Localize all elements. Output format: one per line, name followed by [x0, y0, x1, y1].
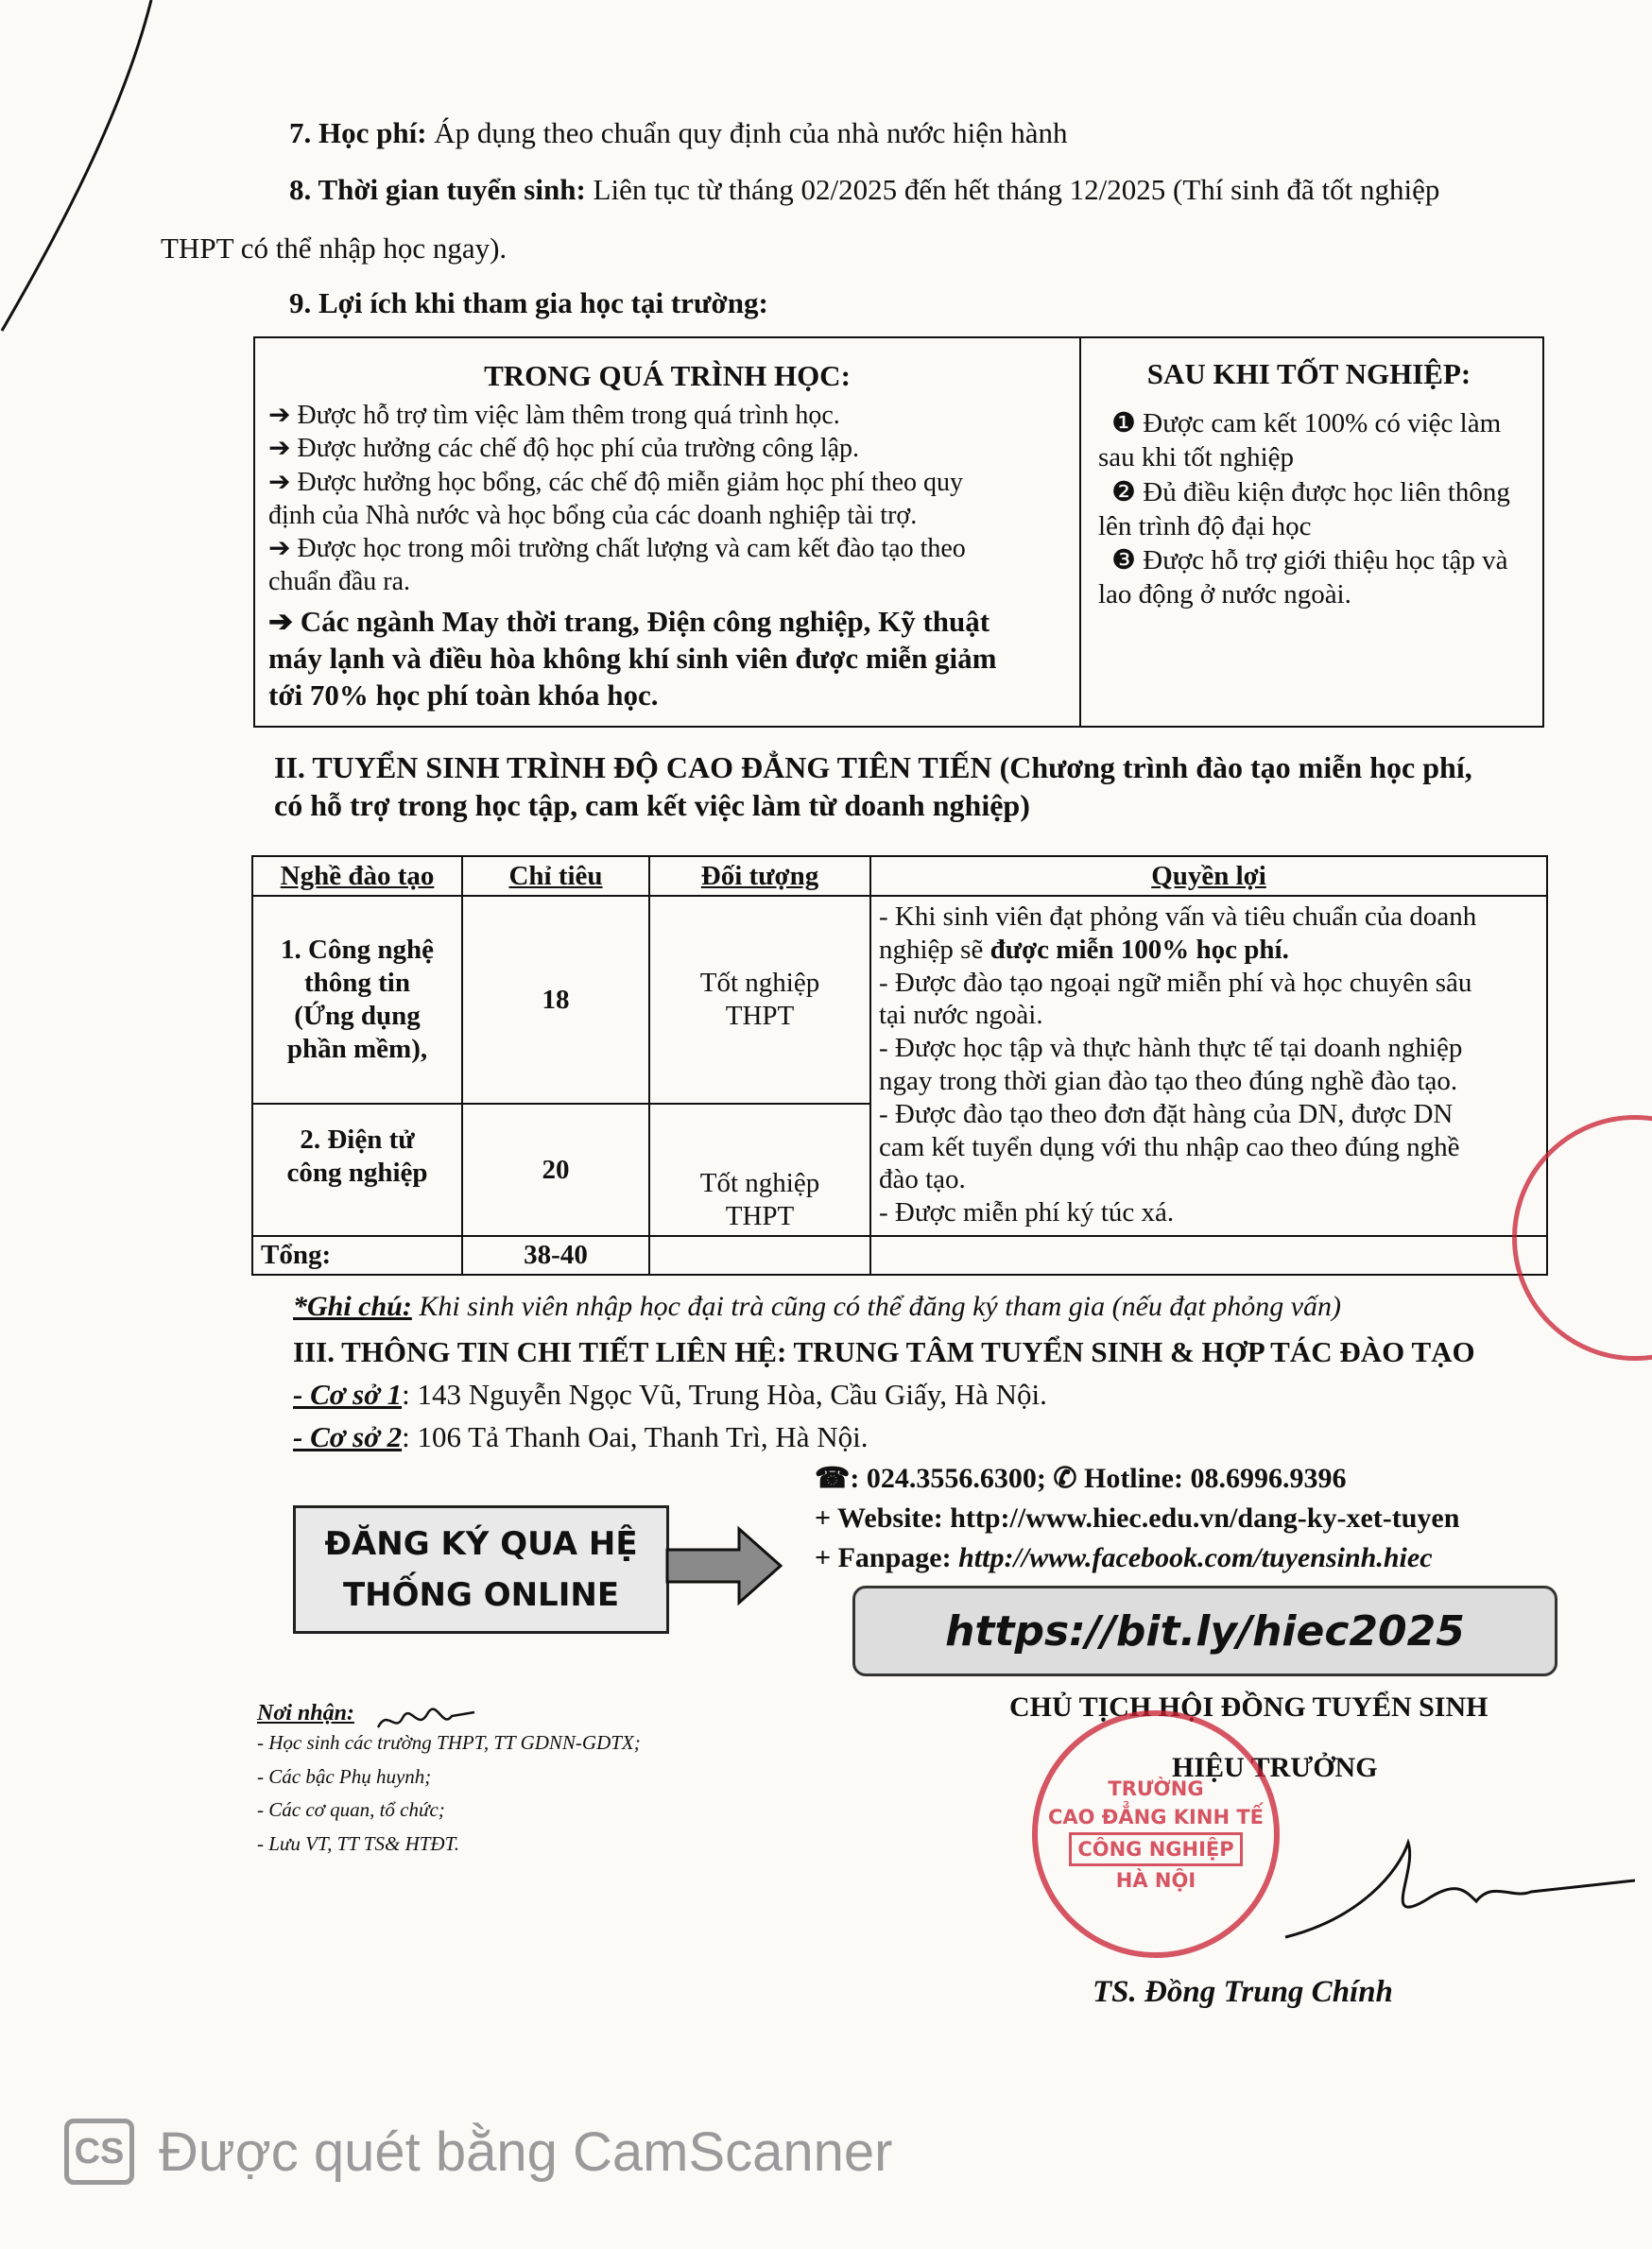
list-item-continued: lên trình độ đại học: [1098, 510, 1312, 541]
note-text: Khi sinh viên nhập học đại trà cũng có thể đăng ký tham gia (nếu đạt phỏng vấn): [411, 1291, 1342, 1322]
fanpage: [815, 1540, 1433, 1576]
benefits-cell: - Khi sinh viên đạt phỏng vấn và tiêu chuẩn của doanh nghiệp sẽ được miễn 100% học phí. - Được đào tạo ngoại ngữ miễn phí và học chuyên sâu tại nước ngoài. - Được học tập và thực hành thực tế tại doanh nghiệp ngay trong thời gian đào tạo theo đúng nghề đào tạo. - Được đào tạo theo đơn đặt hàng của DN, được DN cam kết tuyển dụng với thu nhập cao theo đúng nghề đào tạo. - Được miễn phí ký túc xá.: [870, 896, 1547, 1236]
camscanner-watermark: [64, 2119, 893, 2185]
header-cell: Chỉ tiêu: [462, 856, 649, 896]
item-8: [289, 172, 1439, 209]
header-cell: Đối tượng: [649, 856, 870, 896]
target-cell: Tốt nghiệp THPT: [649, 896, 870, 1104]
camscanner-logo: CS: [64, 2119, 134, 2185]
register-online-box: [293, 1505, 669, 1634]
item-7-text: Áp dụng theo chuẩn quy định của nhà nước hiện hành: [426, 116, 1068, 149]
during-study-title: TRONG QUÁ TRÌNH HỌC:: [484, 359, 851, 392]
section-3-heading: III. THÔNG TIN CHI TIẾT LIÊN HỆ: TRUNG TÂM TUYỂN SINH & HỢP TÁC ĐÀO TẠO: [293, 1335, 1475, 1368]
camscanner-text: Được quét bằng CamScanner: [159, 2120, 893, 2183]
website-link[interactable]: + Website: http://www.hiec.edu.vn/dang-ky-xet-tuyen: [815, 1502, 1460, 1534]
arrow-right-icon: [663, 1523, 786, 1608]
benefits-during-study: [253, 336, 1081, 728]
target-cell: Tốt nghiệp THPT: [649, 1104, 870, 1236]
list-item: - Học sinh các trường THPT, TT GDNN-GDTX;: [257, 1731, 641, 1754]
quota-cell: 18: [462, 896, 649, 1104]
signature-title-2: HIỆU TRƯỞNG: [1172, 1752, 1378, 1783]
item-9-label: 9. Lợi ích khi tham gia học tại trường:: [289, 286, 768, 319]
quota-cell: 20: [462, 1104, 649, 1236]
list-item-bold: ➔ Các ngành May thời trang, Điện công nghiệp, Kỹ thuật máy lạnh và điều hòa không khí sinh viên được miễn giảm tới 70% học phí toàn khóa học.: [268, 604, 997, 712]
item-8-continued: THPT có thể nhập học ngay).: [161, 232, 508, 265]
item-8-text: Liên tục từ tháng 02/2025 đến hết tháng 12/2025 (Thí sinh đã tốt nghiệp: [585, 173, 1440, 206]
list-item-continued: chuẩn đầu ra.: [268, 567, 411, 597]
margin-stroke: [0, 0, 161, 340]
list-item: ❶ Được cam kết 100% có việc làm: [1111, 408, 1502, 438]
list-item: - Các bậc Phụ huynh;: [257, 1764, 432, 1788]
after-graduation-list: [1076, 391, 1542, 612]
arrow-icon: ➔: [268, 401, 298, 430]
campus-2: [293, 1419, 869, 1456]
register-online-line: THỐNG ONLINE: [342, 1576, 620, 1614]
official-seal: TRƯỜNG CAO ĐẲNG KINH TẾ CÔNG NGHIỆP HÀ NỘI: [1032, 1710, 1280, 1958]
list-item: - Các cơ quan, tổ chức;: [257, 1798, 445, 1822]
short-url-link[interactable]: https://bit.ly/hiec2025: [852, 1586, 1557, 1676]
table-header-row: [252, 856, 1547, 896]
list-item-continued: lao động ở nước ngoài.: [1098, 579, 1351, 610]
section-2-heading: II. TUYỂN SINH TRÌNH ĐỘ CAO ĐẲNG TIÊN TIẾN (Chương trình đào tạo miễn học phí, có hỗ trợ trong học tập, cam kết việc làm từ doanh nghiệp): [274, 750, 1472, 822]
list-item: ➔ Được hưởng học bổng, các chế độ miễn giảm học phí theo quy: [268, 467, 964, 497]
header-cell: Quyền lợi: [870, 856, 1547, 896]
fanpage-link[interactable]: http://www.facebook.com/tuyensinh.hiec: [958, 1542, 1433, 1573]
arrow-icon: ➔: [268, 604, 301, 638]
program-name: 1. Công nghệ thông tin (Ứng dụng phần mềm),: [252, 896, 462, 1104]
campus-1-label: - Cơ sở 1: [293, 1378, 403, 1411]
note-label: *Ghi chú:: [293, 1291, 412, 1322]
total-label: Tổng:: [252, 1236, 462, 1275]
quota-table: [251, 855, 1548, 1276]
signature-scribble: [1229, 1814, 1635, 1956]
item-7: [289, 115, 1068, 152]
initials-scribble: [374, 1705, 478, 1739]
table-total-row: [252, 1236, 1547, 1275]
note: [293, 1289, 1341, 1325]
list-item: ❷ Đủ điều kiện được học liên thông: [1111, 476, 1510, 507]
total-value: 38-40: [462, 1236, 649, 1275]
table-row: [252, 896, 1547, 1104]
arrow-icon: ➔: [268, 534, 298, 564]
list-item: ➔ Được học trong môi trường chất lượng và cam kết đào tạo theo: [268, 534, 966, 564]
item-7-label: 7. Học phí:: [289, 116, 427, 149]
list-item: ➔ Được hưởng các chế độ học phí của trường công lập.: [268, 434, 860, 464]
phone-hotline: ☎: 024.3556.6300; ✆ Hotline: 08.6996.9396: [815, 1463, 1347, 1494]
list-item: ❸ Được hỗ trợ giới thiệu học tập và: [1111, 545, 1508, 575]
signatory-name: TS. Đồng Trung Chính: [1093, 1975, 1393, 2009]
register-online-line: ĐĂNG KÝ QUA HỆ: [324, 1524, 638, 1563]
arrow-icon: ➔: [268, 434, 298, 464]
recipients-title: Nơi nhận:: [257, 1701, 354, 1725]
header-cell: Nghề đào tạo: [252, 856, 462, 896]
list-item: ➔ Được hỗ trợ tìm việc làm thêm trong quá trình học.: [268, 401, 840, 430]
list-item: - Lưu VT, TT TS& HTĐT.: [257, 1832, 459, 1856]
campus-2-label: - Cơ sở 2: [293, 1420, 403, 1453]
item-8-label: 8. Thời gian tuyển sinh:: [289, 173, 586, 206]
list-item-continued: sau khi tốt nghiệp: [1098, 442, 1295, 473]
arrow-icon: ➔: [268, 467, 298, 497]
item-9: [289, 285, 768, 322]
fanpage-label: + Fanpage:: [815, 1542, 959, 1573]
list-item-continued: định của Nhà nước và học bổng của các doanh nghiệp tài trợ.: [268, 500, 918, 530]
signature-title-1: CHỦ TỊCH HỘI ĐỒNG TUYỂN SINH: [1009, 1691, 1489, 1723]
during-study-list: [255, 393, 1079, 713]
after-graduation-title: SAU KHI TỐT NGHIỆP:: [1146, 357, 1471, 390]
campus-1: [293, 1377, 1047, 1414]
campus-1-address: : 143 Nguyễn Ngọc Vũ, Trung Hòa, Cầu Giấy, Hà Nội.: [402, 1378, 1047, 1411]
benefits-after-graduation: [1076, 336, 1544, 728]
program-name: 2. Điện tử công nghiệp: [252, 1104, 462, 1236]
campus-2-address: : 106 Tả Thanh Oai, Thanh Trì, Hà Nội.: [402, 1420, 869, 1453]
